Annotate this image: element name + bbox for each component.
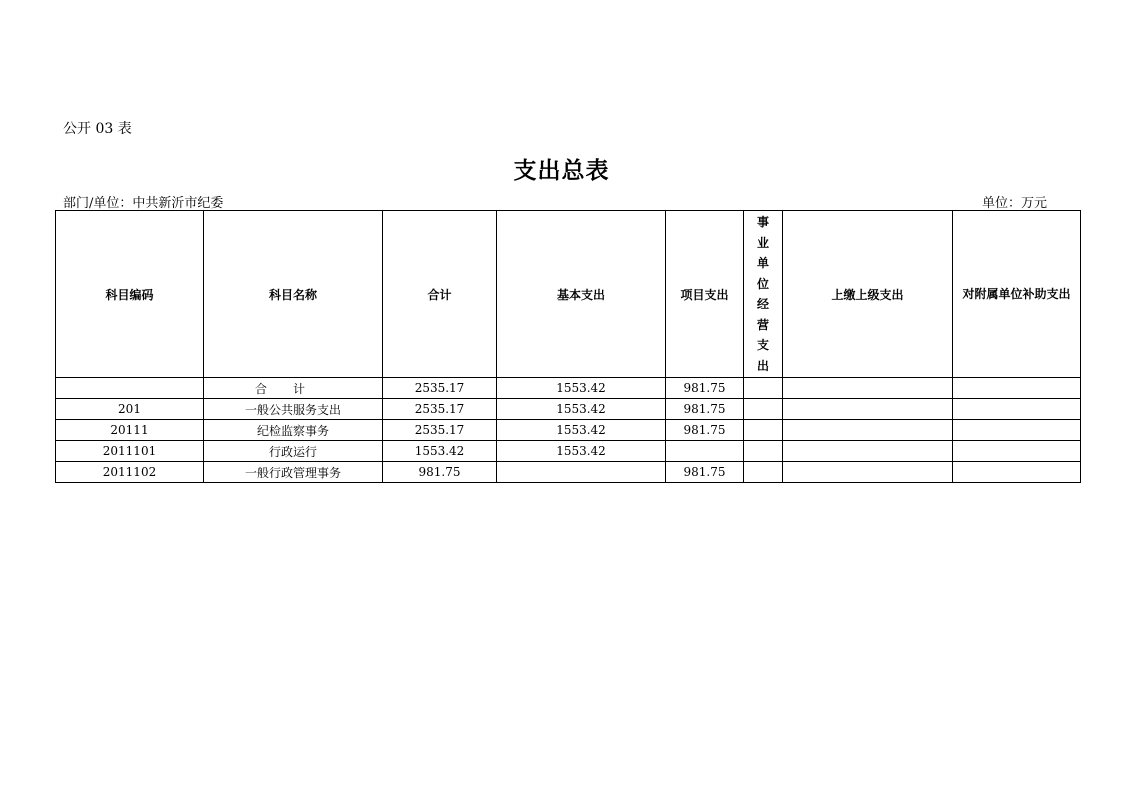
cell-total: 1553.42 bbox=[383, 441, 497, 462]
cell-name: 纪检监察事务 bbox=[204, 420, 383, 441]
header-upper-level-expenditure: 上缴上级支出 bbox=[783, 211, 953, 378]
header-total: 合计 bbox=[383, 211, 497, 378]
cell-total: 2535.17 bbox=[383, 420, 497, 441]
cell-total: 2535.17 bbox=[383, 378, 497, 399]
cell-upper bbox=[783, 441, 953, 462]
cell-subsidy bbox=[953, 420, 1081, 441]
cell-business bbox=[744, 378, 783, 399]
table-row bbox=[56, 441, 1081, 462]
cell-business bbox=[744, 420, 783, 441]
header-subsidy-expenditure-label: 对附属单位补助支出 bbox=[962, 286, 1071, 301]
form-number: 公开 03 表 bbox=[63, 121, 132, 137]
table-row bbox=[56, 378, 1081, 399]
cell-name: 一般公共服务支出 bbox=[204, 399, 383, 420]
cell-upper bbox=[783, 378, 953, 399]
cell-project: 981.75 bbox=[666, 378, 744, 399]
cell-upper bbox=[783, 399, 953, 420]
cell-upper bbox=[783, 420, 953, 441]
cell-business bbox=[744, 399, 783, 420]
cell-code: 2011101 bbox=[56, 441, 204, 462]
expenditure-table bbox=[55, 210, 1081, 483]
header-subsidy-expenditure bbox=[953, 211, 1081, 378]
table-header-row bbox=[56, 211, 1081, 378]
cell-total: 981.75 bbox=[383, 462, 497, 483]
cell-project: 981.75 bbox=[666, 399, 744, 420]
cell-code: 2011102 bbox=[56, 462, 204, 483]
header-business-expenditure bbox=[744, 211, 783, 378]
header-subject-code: 科目编码 bbox=[56, 211, 204, 378]
cell-basic: 1553.42 bbox=[497, 420, 666, 441]
cell-subsidy bbox=[953, 378, 1081, 399]
header-project-expenditure: 项目支出 bbox=[666, 211, 744, 378]
cell-total: 2535.17 bbox=[383, 399, 497, 420]
cell-project: 981.75 bbox=[666, 462, 744, 483]
cell-name: 合计 bbox=[204, 378, 383, 399]
cell-basic: 1553.42 bbox=[497, 378, 666, 399]
header-business-expenditure-label: 事业单位经营支出 bbox=[756, 215, 769, 373]
cell-subsidy bbox=[953, 441, 1081, 462]
cell-project bbox=[666, 441, 744, 462]
cell-basic: 1553.42 bbox=[497, 441, 666, 462]
unit-label: 单位：万元 bbox=[982, 196, 1048, 211]
cell-upper bbox=[783, 462, 953, 483]
cell-subsidy bbox=[953, 399, 1081, 420]
cell-subsidy bbox=[953, 462, 1081, 483]
cell-basic: 1553.42 bbox=[497, 399, 666, 420]
cell-business bbox=[744, 462, 783, 483]
cell-basic bbox=[497, 462, 666, 483]
table-row bbox=[56, 462, 1081, 483]
cell-business bbox=[744, 441, 783, 462]
table-row bbox=[56, 399, 1081, 420]
cell-code: 20111 bbox=[56, 420, 204, 441]
cell-code bbox=[56, 378, 204, 399]
department-label: 部门/单位：中共新沂市纪委 bbox=[63, 196, 224, 211]
header-subject-name: 科目名称 bbox=[204, 211, 383, 378]
header-basic-expenditure: 基本支出 bbox=[497, 211, 666, 378]
cell-project: 981.75 bbox=[666, 420, 744, 441]
cell-name: 行政运行 bbox=[204, 441, 383, 462]
table-row bbox=[56, 420, 1081, 441]
cell-code: 201 bbox=[56, 399, 204, 420]
page-title: 支出总表 bbox=[513, 157, 610, 184]
cell-name: 一般行政管理事务 bbox=[204, 462, 383, 483]
